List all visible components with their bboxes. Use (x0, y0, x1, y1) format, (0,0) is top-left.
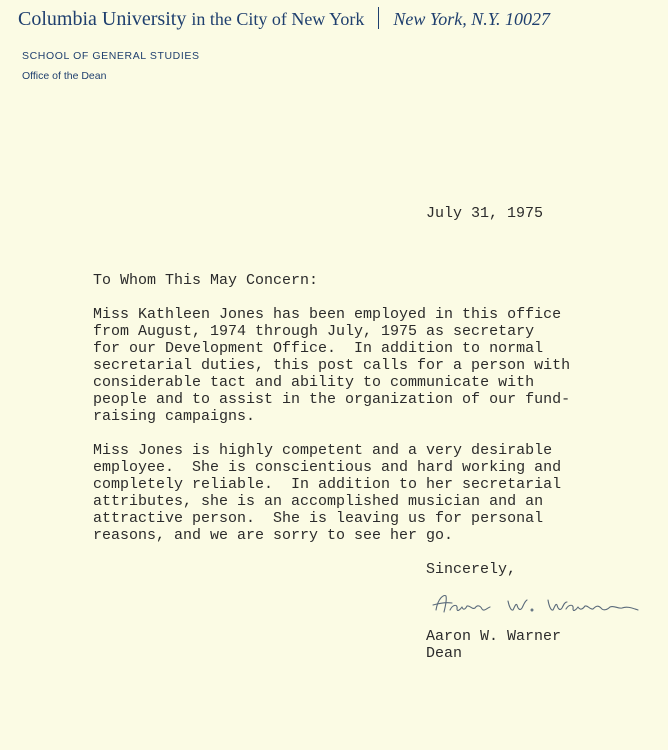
paragraph-line: reasons, and we are sorry to see her go. (93, 527, 454, 544)
signer-title: Dean (426, 645, 463, 662)
letterhead-divider (378, 7, 379, 29)
paragraph-line: secretarial duties, this post calls for a person with (93, 357, 571, 374)
letterhead (18, 6, 658, 32)
paragraph-line: Miss Kathleen Jones has been employed in this office (93, 306, 562, 323)
closing: Sincerely, (426, 561, 517, 578)
paragraph-line: Miss Jones is highly competent and a very desirable (93, 442, 553, 459)
paragraph-line: attractive person. She is leaving us for personal (93, 510, 544, 527)
university-name: Columbia University (18, 8, 187, 30)
paragraph-2 (93, 442, 653, 544)
paragraph-line: from August, 1974 through July, 1975 as secretary (93, 323, 535, 340)
paragraph-1 (93, 306, 653, 425)
city-phrase: in the City of New York (191, 9, 365, 29)
paragraph-line: attributes, she is an accomplished musician and an (93, 493, 544, 510)
paragraph-line: people and to assist in the organization of our fund- (93, 391, 571, 408)
letter-date: July 31, 1975 (426, 205, 544, 222)
handwritten-signature (430, 588, 645, 622)
paragraph-line: raising campaigns. (93, 408, 256, 425)
paragraph-line: employee. She is conscientious and hard working and (93, 459, 562, 476)
school-name: SCHOOL OF GENERAL STUDIES (22, 50, 200, 62)
salutation: To Whom This May Concern: (93, 272, 319, 289)
letterhead-line (18, 6, 658, 32)
paragraph-line: considerable tact and ability to communicate with (93, 374, 535, 391)
paragraph-line: for our Development Office. In addition to normal (93, 340, 544, 357)
location: New York, N.Y. 10027 (393, 9, 551, 29)
signer-name: Aaron W. Warner (426, 628, 562, 645)
office-name: Office of the Dean (22, 70, 107, 82)
paragraph-line: completely reliable. In addition to her secretarial (93, 476, 562, 493)
